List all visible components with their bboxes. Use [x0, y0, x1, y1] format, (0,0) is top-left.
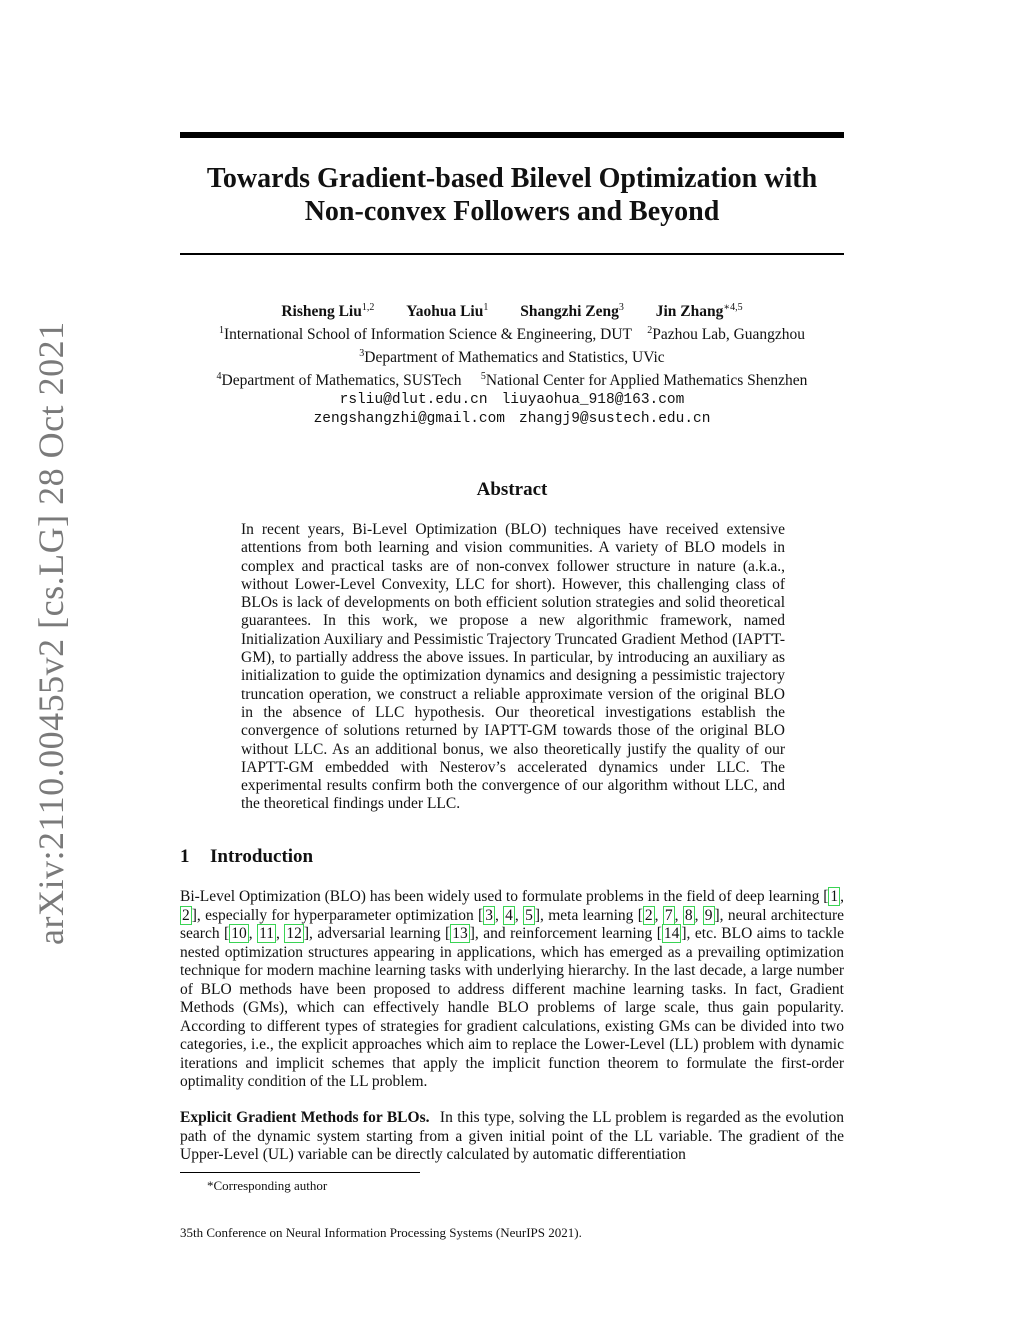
abstract-heading: Abstract: [476, 479, 548, 500]
section-title: Introduction: [210, 846, 314, 867]
email-zhang: zhangj9@sustech.edu.cn: [519, 410, 711, 427]
citation-link[interactable]: 8: [684, 906, 693, 924]
author-names: [150, 298, 874, 321]
citation-link[interactable]: 11: [259, 925, 274, 942]
author-block: [150, 298, 874, 429]
citation-link[interactable]: 2: [644, 906, 653, 924]
title-line-1: Towards Gradient-based Bilevel Optimization with: [206, 163, 818, 194]
citation-link[interactable]: 1: [830, 888, 839, 905]
email-line-2: [150, 410, 874, 429]
intro-paragraph: Bi-Level Optimization (BLO) has been widely used to formulate problems in the field of deep learning [ 1 , 2 ], especially for hyperparameter optimization [ 3 , 4 , 5 ], meta learning [ 2 , 7 , 8 , 9 ], neural architecture search [ 10 , 11 , 12 ], adversarial learning [ 13 ], and reinforcement learning [ 14 ], etc. BLO aims to tackle nested optimization structures appearing in applications, which has emerged as a prevailing optimization technique for modern machine learning tasks with underlying hierarchy. In the last decade, a large number of BLO methods have been proposed to address different machine learning tasks. In fact, Gradient Methods (GMs), which can effectively handle BLO problems of large scale, thus gain popularity. According to different types of strategies for gradient calculations, existing GMs can be divided into two categories, i.e., the explicit approaches which aim to replace the Lower-Level (LL) problem with dynamic iterations and implicit schemes that apply the implicit function theorem to formulate the first-order optimality condition of the LL problem.: [180, 888, 845, 1090]
paper-title: [180, 162, 844, 228]
affiliation-line-2: $^3$Department of Mathematics and Statistics, UVic: [359, 348, 665, 367]
citation-link[interactable]: 3: [485, 906, 493, 924]
email-zeng: zengshangzhi@gmail.com: [313, 410, 505, 427]
affiliation-line-3: $^4$Department of Mathematics, SUSTech $^5$National Center for Applied Mathematics Shenzhen: [216, 371, 808, 390]
citation-link[interactable]: 4: [505, 906, 513, 924]
abstract-text: In recent years, Bi-Level Optimization (BLO) techniques have received extensive attentions from both learning and vision communities. A variety of BLO models in complex and practical tasks are of non-convex follower structure in nature (a.k.a., without Lower-Level Convexity, LLC for short). However, this challenging class of BLOs is lack of developments on both efficient solution strategies and solid theoretical guarantees. In this work, we propose a new algorithmic framework, named Initialization Auxiliary and Pessimistic Trajectory Truncated Gradient Method (IAPTT-GM), to partially address the above issues. In particular, by introducing an auxiliary as initialization to guide the optimization dynamics and designing a pessimistic trajectory truncation operation, we construct a reliable approximate version of the original BLO in the absence of LLC hypothesis. Our theoretical investigations establish the convergence of solutions returned by IAPTT-GM towards those of the original BLO without LLC. As an additional bonus, we also theoretically justify the quality of our IAPTT-GM embedded with Nesterov’s accelerated dynamics under LLC. The experimental results confirm both the convergence of our algorithm without LLC, and the theoretical findings under LLC.: [241, 521, 785, 813]
author-3: Shangzhi Zeng$^3$: [520, 302, 624, 321]
citation-link[interactable]: 9: [704, 906, 713, 924]
citation-link[interactable]: 7: [664, 906, 673, 924]
title-bottom-rule: [180, 253, 844, 255]
title-line-2: Non-convex Followers and Beyond: [304, 196, 720, 227]
citation-link[interactable]: 2: [182, 906, 190, 924]
footnote-rule: [180, 1172, 420, 1173]
email-liu-yaohua: liuyaohua_918@163.com: [501, 391, 685, 408]
title-top-rule: [180, 132, 844, 138]
author-2: Yaohua Liu$^1$: [406, 302, 489, 321]
explicit-gm-paragraph: Explicit Gradient Methods for BLOs. In this type, solving the LL problem is regarded as the evolution path of the dynamic system starting from a given initial point of the LL variable. The gradient of the Upper-Level (UL) variable can be directly calculated by automatic differentiation: [180, 1109, 844, 1163]
citation-link[interactable]: 14: [663, 925, 680, 942]
section-number: 1: [180, 846, 190, 867]
venue-note: 35th Conference on Neural Information Processing Systems (NeurIPS 2021).: [180, 1225, 582, 1240]
affiliation-line-1: $^1$International School of Information Science & Engineering, DUT $^2$Pazhou Lab, Guangzhou: [218, 325, 806, 344]
author-4: Jin Zhang$^{∗4,5}$: [655, 302, 743, 321]
citation-link[interactable]: 10: [231, 925, 247, 942]
arxiv-identifier: arXiv:2110.00455v2 [cs.LG] 28 Oct 2021: [31, 321, 71, 945]
footnote-corresponding-author: *Corresponding author: [207, 1178, 328, 1193]
email-liu-risheng: rsliu@dlut.edu.cn: [339, 391, 488, 408]
citation-link[interactable]: 12: [286, 925, 302, 942]
paragraph-heading: Explicit Gradient Methods for BLOs.: [180, 1109, 430, 1126]
citation-link[interactable]: 5: [525, 906, 533, 924]
author-1: Risheng Liu$^{1,2}$: [281, 302, 375, 321]
email-line-1: [150, 391, 874, 410]
citation-link[interactable]: 13: [452, 925, 468, 942]
section-heading-introduction: [180, 846, 313, 868]
